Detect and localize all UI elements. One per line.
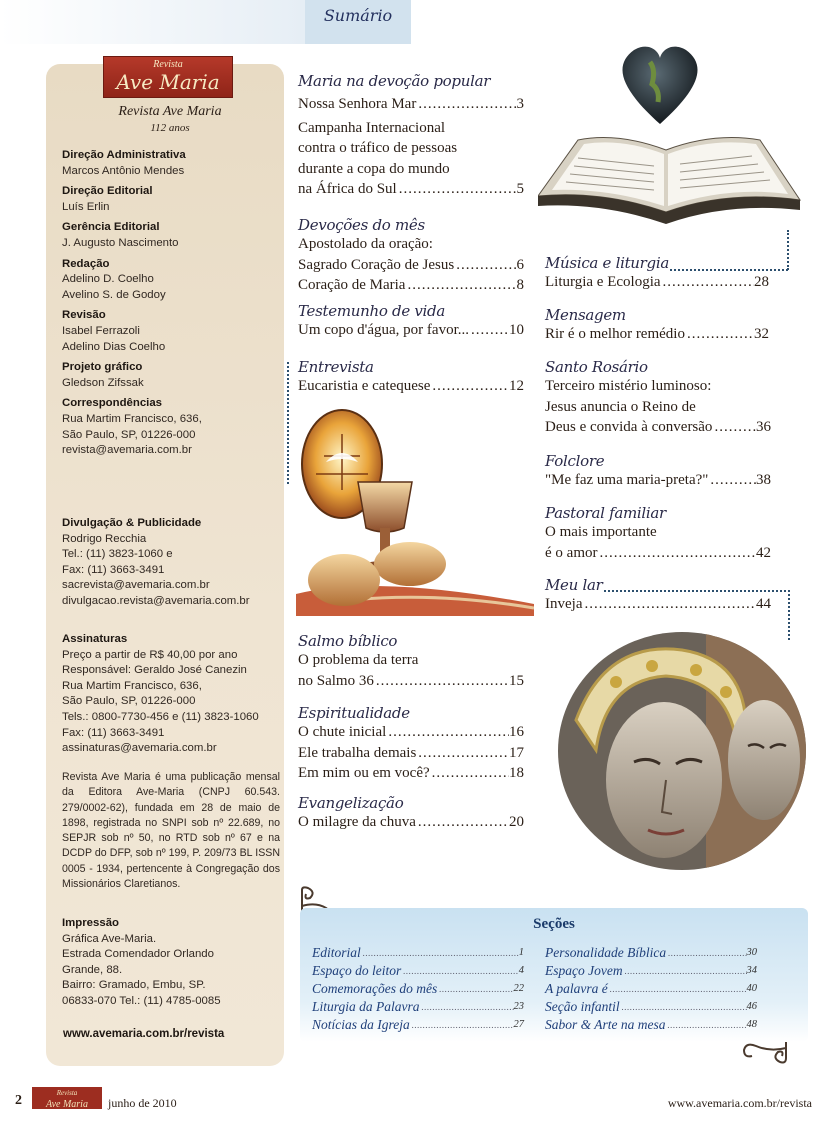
toc-item[interactable]: Ele trabalha demais ..... 17 (298, 743, 524, 764)
category-label: Devoções do mês (298, 216, 425, 234)
page-number: 2 (15, 1093, 22, 1108)
toc-section-pastoral (545, 504, 771, 563)
toc-item[interactable]: Eucaristia e catequese ..... 12 (298, 376, 524, 397)
toc-section-mensagem (545, 306, 769, 345)
toc-line: Apostolado da oração: (298, 236, 433, 252)
category-label: Entrevista (298, 358, 374, 376)
secao-item[interactable]: Espaço do leitor ..... 4 (312, 962, 524, 980)
credit-block: Redação Adelino D. Coelho Avelino S. de Godoy (62, 257, 166, 301)
secao-item[interactable]: Notícias da Igreja ..... 27 (312, 1016, 524, 1034)
secao-item[interactable]: Seção infantil ..... 46 (545, 998, 757, 1016)
credit-block: Projeto gráfico Gledson Zifssak (62, 361, 144, 389)
toc-item[interactable]: Liturgia e Ecologia ..... 28 (545, 272, 769, 293)
toc-section-maria (298, 72, 524, 200)
toc-section-devocoes (298, 216, 524, 296)
secao-item[interactable]: Sabor & Arte na mesa ..... 48 (545, 1016, 757, 1034)
toc-item[interactable]: Coração de Maria ..... 8 (298, 275, 524, 296)
assinaturas-block: Assinaturas Preço a partir de R$ 40,00 por ano Responsável: Geraldo José Canezin Rua Martim Francisco, 636, São Paulo, SP, 01226-000 Tels.: 0800-7730-456 e (11) 3823-1060 Fax: (11) 3663-3491 assinaturas@avemaria.com.br (62, 633, 259, 755)
toc-line: Terceiro mistério luminoso: (545, 378, 712, 394)
toc-item[interactable]: Rir é o melhor remédio ..... 32 (545, 324, 769, 345)
toc-section-musica (545, 254, 769, 293)
secoes-left-list (312, 944, 524, 1034)
header-bar (0, 0, 305, 44)
dotted-rule (287, 362, 289, 484)
toc-item[interactable]: O chute inicial ..... 16 (298, 722, 524, 743)
toc-section-folclore (545, 452, 771, 491)
about-paragraph: Revista Ave Maria é uma publicação mensal da Editora Ave-Maria (CNPJ 60.543. 279/0002-62), fundada em 28 de maio de 1898, registrada no SNPI sob nº 22.689, no SEPJR sob nº 50, no RTD sob nº 67 e na DCDP do DFP, sob nº 199, P. 209/73 BL ISSN 0005 - 1934, pertencente à Congregação dos Missionários Claretianos. (62, 771, 280, 891)
toc-item[interactable]: Um copo d'água, por favor... ..... 10 (298, 320, 524, 341)
toc-section-testemunho (298, 302, 524, 341)
category-label: Testemunho de vida (298, 302, 445, 320)
credit-block: Direção Editorial Luís Erlin (62, 185, 153, 213)
credit-block: Gerência Editorial J. Augusto Nascimento (62, 221, 179, 249)
toc-line: Campanha Internacional (298, 119, 446, 136)
toc-item[interactable]: Sagrado Coração de Jesus ..... 6 (298, 255, 524, 276)
toc-section-salmo (298, 632, 524, 691)
toc-section-entrevista (298, 358, 524, 397)
secao-item[interactable]: Editorial ..... 1 (312, 944, 524, 962)
category-label: Espiritualidade (298, 704, 410, 722)
toc-line: contra o tráfico de pessoas (298, 140, 458, 156)
toc-item[interactable]: no Salmo 36 ..... 15 (298, 671, 524, 692)
category-label: Meu lar (545, 576, 603, 594)
toc-item[interactable]: Em mim ou em você? ..... 18 (298, 763, 524, 784)
masthead-website[interactable]: www.avemaria.com.br/revista (63, 1028, 225, 1040)
toc-line: Jesus anuncia o Reino de (545, 398, 696, 415)
secao-item[interactable]: Liturgia da Palavra ..... 23 (312, 998, 524, 1016)
toc-section-rosario (545, 358, 771, 438)
toc-line: O problema da terra (298, 652, 419, 668)
toc-item[interactable]: "Me faz uma maria-preta?" ..... 38 (545, 470, 771, 491)
dotted-rule (787, 230, 789, 270)
credit-block: Revisão Isabel Ferrazoli Adelino Dias Coelho (62, 309, 166, 353)
toc-section-espiritualidade (298, 704, 524, 784)
category-label: Salmo bíblico (298, 632, 398, 650)
category-label: Maria na devoção popular (298, 72, 491, 90)
logo-large: Ave Maria (116, 70, 220, 94)
secao-item[interactable]: A palavra é ..... 40 (545, 980, 757, 998)
issue-date: junho de 2010 (108, 1096, 177, 1110)
toc-line: O mais importante (545, 524, 657, 540)
toc-section-meular (545, 576, 771, 615)
toc-item[interactable]: Inveja ..... 44 (545, 594, 771, 615)
masthead-logo (103, 56, 233, 98)
toc-item[interactable]: Deus e convida à conversão ..... 36 (545, 417, 771, 438)
page-title: Sumário (305, 0, 411, 44)
category-label: Música e liturgia (545, 254, 669, 272)
mosaic-illustration (556, 630, 808, 872)
eucharist-illustration (296, 404, 534, 616)
footer-logo: Revista Ave Maria (32, 1087, 102, 1109)
category-label: Santo Rosário (545, 358, 648, 376)
masthead-credits (62, 148, 280, 464)
secoes-right-list (545, 944, 757, 1034)
footer-website[interactable]: www.avemaria.com.br/revista (667, 1096, 812, 1110)
bible-globe-illustration (538, 40, 802, 230)
category-label: Evangelização (298, 794, 404, 812)
credit-block: Direção Administrativa Marcos Antônio Mendes (62, 149, 186, 177)
category-label: Pastoral familiar (545, 504, 666, 522)
toc-item[interactable]: é o amor ..... 42 (545, 543, 771, 564)
divulgacao-block: Divulgação & Publicidade Rodrigo Recchia Tel.: (11) 3823-1060 e Fax: (11) 3663-3491 sacrevista@avemaria.com.br divulgacao.revista@avemaria.com.br (62, 517, 250, 607)
secao-item[interactable]: Comemorações do mês ..... 22 (312, 980, 524, 998)
toc-line: durante a copa do mundo (298, 160, 450, 177)
secao-item[interactable]: Personalidade Bíblica ..... 30 (545, 944, 757, 962)
category-label: Folclore (545, 452, 605, 470)
toc-item[interactable]: O milagre da chuva ..... 20 (298, 812, 524, 833)
masthead-title: Revista Ave Maria (118, 104, 222, 119)
toc-section-evangelizacao (298, 794, 524, 833)
masthead-subtitle: 112 anos (150, 122, 190, 134)
secoes-title: Seções (533, 916, 575, 932)
impressao-block: Impressão Gráfica Ave-Maria. Estrada Comendador Orlando Grande, 88. Bairro: Gramado, Embu, SP. 06833-070 Tel.: (11) 4785-0085 (62, 917, 221, 1007)
credit-block: Correspondências Rua Martim Francisco, 636, São Paulo, SP, 01226-000 revista@avemaria.com.br (62, 397, 202, 457)
secao-item[interactable]: Espaço Jovem ..... 34 (545, 962, 757, 980)
toc-item[interactable]: na África do Sul ..... 5 (298, 179, 524, 200)
category-label: Mensagem (545, 306, 626, 324)
toc-item[interactable]: Nossa Senhora Mar ..... 3 (298, 94, 524, 115)
logo-small: Revista (153, 59, 183, 70)
